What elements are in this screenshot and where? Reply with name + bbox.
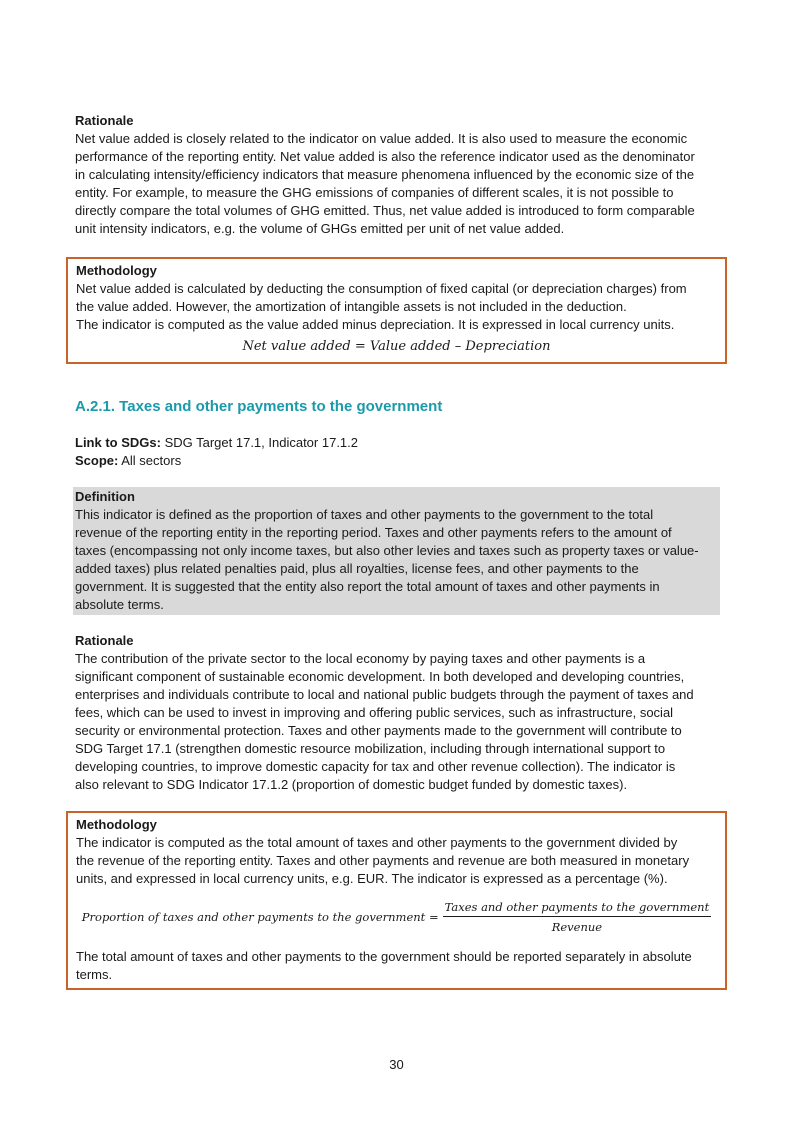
rationale-line: unit intensity indicators, e.g. the volume of GHGs emitted per unit of net value added. (75, 221, 565, 236)
net-value-added-formula: Net value added = Value added – Depreciation (242, 339, 551, 354)
rationale-line: significant component of sustainable economic development. In both developed and developing countries, (75, 669, 685, 684)
methodology-box-1 (66, 257, 727, 364)
scope-value: All sectors (118, 453, 182, 468)
rationale-line: in calculating intensity/efficiency indicators that measure phenomena influenced by the economic size of the (75, 167, 695, 182)
rationale-line: enterprises and individuals contribute to local and national public budgets through the payment of taxes and (75, 687, 694, 702)
definition-line: government. It is suggested that the entity also report the total amount of taxes and other payments in (75, 579, 660, 594)
section-meta (75, 434, 718, 470)
rationale-line: developing countries, to improve domestic capacity for tax and other revenue collection). The indicator is (75, 759, 676, 774)
formula-denominator: Revenue (551, 920, 603, 934)
methodology-line: units, and expressed in local currency units, e.g. EUR. The indicator is expressed as a percentage (%). (76, 871, 668, 886)
rationale-heading-2: Rationale (75, 633, 134, 648)
methodology-heading-1: Methodology (76, 263, 157, 278)
definition-line: absolute terms. (75, 597, 164, 612)
rationale-block-2 (75, 632, 718, 794)
methodology-line: The total amount of taxes and other payments to the government should be reported separately in absolute (76, 949, 692, 964)
rationale-line: fees, which can be used to invest in improving and offering public services, such as infrastructure, social (75, 705, 674, 720)
rationale-line: entity. For example, to measure the GHG emissions of companies of different scales, it is not possible to (75, 185, 674, 200)
formula-numerator: Taxes and other payments to the government (443, 900, 712, 917)
formula-left-side: Proportion of taxes and other payments to the government = (81, 910, 439, 924)
definition-line: revenue of the reporting entity in the reporting period. Taxes and other payments refers to the amount of (75, 525, 672, 540)
methodology-box-2 (66, 811, 727, 990)
scope-label: Scope: (75, 453, 119, 468)
rationale-heading-1: Rationale (75, 113, 134, 128)
definition-heading: Definition (75, 489, 135, 504)
sdg-label: Link to SDGs: (75, 435, 161, 450)
methodology-line: Net value added is calculated by deducting the consumption of fixed capital (or depreciation charges) from (76, 281, 687, 296)
formula-fraction (443, 900, 712, 934)
sdg-value: SDG Target 17.1, Indicator 17.1.2 (160, 435, 358, 450)
section-title: A.2.1. Taxes and other payments to the government (75, 398, 443, 415)
methodology-heading-2: Methodology (76, 817, 157, 832)
scope (75, 452, 718, 470)
definition-line: This indicator is defined as the proportion of taxes and other payments to the government to the total (75, 507, 654, 522)
rationale-line: SDG Target 17.1 (strengthen domestic resource mobilization, including through international support to (75, 741, 666, 756)
page-number: 30 (389, 1057, 404, 1072)
rationale-line: The contribution of the private sector to the local economy by paying taxes and other payments is a (75, 651, 646, 666)
rationale-line: security or environmental protection. Taxes and other payments made to the government will contribute to (75, 723, 682, 738)
methodology-line: The indicator is computed as the total amount of taxes and other payments to the government divided by (76, 835, 678, 850)
rationale-line: also relevant to SDG Indicator 17.1.2 (proportion of domestic budget funded by domestic taxes). (75, 777, 628, 792)
rationale-block-1 (75, 112, 718, 238)
methodology-line: the revenue of the reporting entity. Taxes and other payments and revenue are both measured in monetary (76, 853, 690, 868)
methodology-line: the value added. However, the amortization of intangible assets is not included in the deduction. (76, 299, 627, 314)
page-content (75, 112, 718, 990)
definition-line: taxes (encompassing not only income taxes, but also other levies and taxes such as property taxes or value- (75, 543, 699, 558)
link-to-sdgs (75, 434, 718, 452)
taxes-proportion-formula (76, 900, 717, 934)
rationale-line: performance of the reporting entity. Net value added is also the reference indicator used as the denominator (75, 149, 695, 164)
definition-block (73, 487, 720, 615)
methodology-line: terms. (76, 967, 113, 982)
rationale-line: directly compare the total volumes of GHG emitted. Thus, net value added is introduced to form comparable (75, 203, 695, 218)
rationale-line: Net value added is closely related to the indicator on value added. It is also used to measure the economic (75, 131, 688, 146)
methodology-line: The indicator is computed as the value added minus depreciation. It is expressed in local currency units. (76, 317, 675, 332)
definition-line: added taxes) plus related penalties paid, plus all royalties, license fees, and other payments to the (75, 561, 639, 576)
